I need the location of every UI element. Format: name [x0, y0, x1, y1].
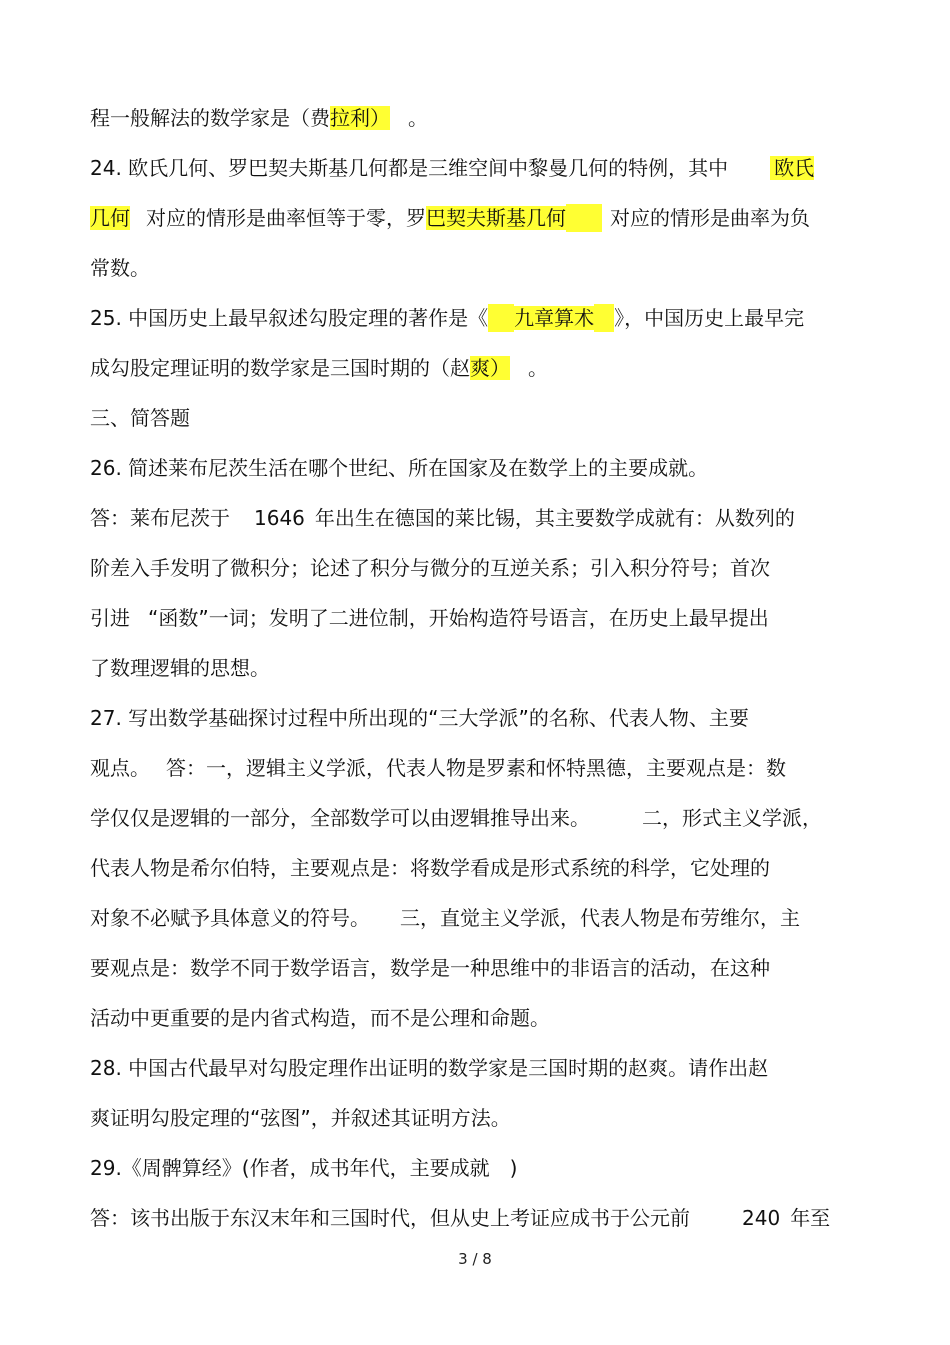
answer-highlight: 拉利） — [330, 106, 390, 130]
text-segment: 。 — [528, 356, 548, 380]
text-segment: 引进 — [90, 606, 130, 630]
text-segment: 代表人物是希尔伯特，主要观点是：将数学看成是形式系统的科学，它处理的 — [90, 856, 770, 880]
text-segment: 常数。 — [90, 256, 150, 280]
text-line — [90, 504, 795, 532]
answer-highlight: 爽） — [470, 356, 510, 380]
text-segment: 三、简答题 — [90, 406, 190, 430]
text-segment: 答：莱布尼茨于 — [90, 506, 230, 530]
section-heading — [90, 404, 190, 432]
text-line — [90, 1004, 550, 1032]
text-segment: 了数理逻辑的思想。 — [90, 656, 270, 680]
text-segment: 对象不必赋予具体意义的符号。 — [90, 906, 370, 930]
text-segment: 26. 简述莱布尼茨生活在哪个世纪、所在国家及在数学上的主要成就。 — [90, 456, 709, 480]
text-segment: 对应的情形是曲率为负 — [610, 206, 810, 230]
text-line — [90, 904, 800, 932]
text-segment: 二，形式主义学派， — [642, 806, 822, 830]
text-segment: 观点。 — [90, 756, 150, 780]
text-line — [90, 654, 270, 682]
text-segment: 年至 — [790, 1206, 831, 1230]
answer-highlight: 巴契夫斯基几何 — [426, 206, 566, 230]
page-number: 3 / 8 — [458, 1250, 492, 1268]
text-segment: 对应的情形是曲率恒等于零，罗 — [146, 206, 426, 230]
text-segment: 年出生在德国的莱比锡，其主要数学成就有：从数列的 — [314, 506, 795, 530]
text-line — [90, 204, 810, 232]
question-29 — [90, 1154, 517, 1182]
text-segment: 25. 中国历史上最早叙述勾股定理的著作是《 — [90, 306, 489, 330]
question-27 — [90, 704, 749, 732]
text-line — [90, 804, 822, 832]
text-segment: “函数”一词；发明了二进位制，开始构造符号语言，在历史上最早提出 — [148, 606, 769, 630]
text-segment: 24. 欧氏几何、罗巴契夫斯基几何都是三维空间中黎曼几何的特例，其中 — [90, 156, 729, 180]
text-line — [90, 354, 548, 382]
text-segment: 答：该书出版于东汉末年和三国时代，但从史上考证应成书于公元前 — [90, 1206, 690, 1230]
text-line — [90, 304, 804, 332]
text-segment: 29.《周髀算经》(作者，成书年代，主要成就 — [90, 1156, 490, 1180]
text-line — [90, 1204, 830, 1232]
text-segment: 程一般解法的数学家是（费 — [90, 106, 330, 130]
text-line — [90, 754, 786, 782]
text-segment: 成勾股定理证明的数学家是三国时期的（赵 — [90, 356, 470, 380]
text-line — [90, 954, 770, 982]
text-line — [90, 254, 150, 282]
text-line — [90, 554, 770, 582]
text-line — [90, 604, 769, 632]
answer-highlight: 九章算术 — [514, 306, 595, 330]
answer-highlight: 几何 — [90, 206, 130, 230]
text-line — [90, 104, 428, 132]
text-segment: 阶差入手发明了微积分；论述了积分与微分的互逆关系；引入积分符号；首次 — [90, 556, 770, 580]
text-segment: 答：一，逻辑主义学派，代表人物是罗素和怀特黑德，主要观点是：数 — [166, 756, 786, 780]
question-26 — [90, 454, 708, 482]
text-segment: 240 — [742, 1206, 781, 1230]
answer-highlight: 欧氏 — [770, 156, 814, 180]
text-segment: 爽证明勾股定理的“弦图”，并叙述其证明方法。 — [90, 1106, 511, 1130]
question-28 — [90, 1054, 768, 1082]
text-segment: 要观点是：数学不同于数学语言，数学是一种思维中的非语言的活动，在这种 — [90, 956, 770, 980]
text-segment: 28. 中国古代最早对勾股定理作出证明的数学家是三国时期的赵爽。请作出赵 — [90, 1056, 769, 1080]
text-segment: 27. 写出数学基础探讨过程中所出现的“三大学派”的名称、代表人物、主要 — [90, 706, 749, 730]
text-segment: ) — [509, 1156, 518, 1180]
text-segment: 活动中更重要的是内省式构造，而不是公理和命题。 — [90, 1006, 550, 1030]
text-segment: 1646 — [254, 506, 305, 530]
text-line — [90, 1104, 511, 1132]
text-line — [90, 854, 770, 882]
text-line — [90, 154, 814, 182]
text-segment: 三，直觉主义学派，代表人物是布劳维尔，主 — [400, 906, 800, 930]
text-segment: 学仅仅是逻辑的一部分，全部数学可以由逻辑推导出来。 — [90, 806, 590, 830]
text-segment: 。 — [408, 106, 428, 130]
text-segment: 》，中国历史上最早完 — [614, 306, 805, 330]
